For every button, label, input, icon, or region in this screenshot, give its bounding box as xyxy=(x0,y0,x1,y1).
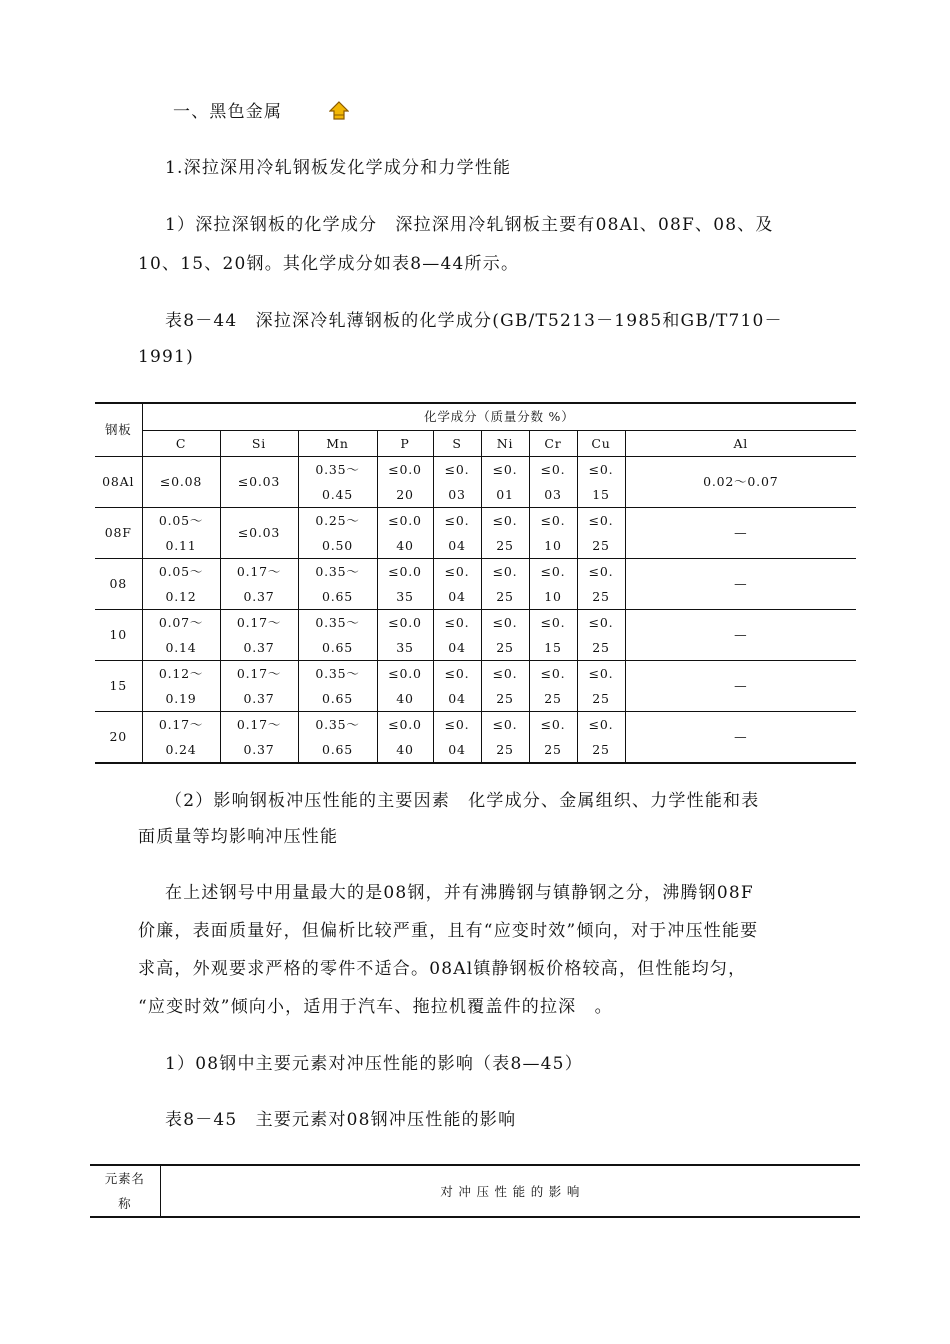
paragraph-3-line-2: 价廉，表面质量好，但偏析比较严重，且有“应变时效”倾向，对于冲压性能要 xyxy=(138,921,759,941)
table1-value-cell xyxy=(481,456,529,507)
table1-value-text: 0.35～ xyxy=(315,614,360,630)
table1-value-text: 0.07～ xyxy=(158,614,204,630)
table1-value-text: 40 xyxy=(396,537,414,553)
table1-value-cell xyxy=(142,558,220,609)
table1-value-text: 20 xyxy=(396,486,414,502)
table1-value-cell xyxy=(529,456,577,507)
table1-value-cell xyxy=(433,660,481,711)
heading-black-metals: 一、黑色金属 xyxy=(173,102,283,122)
table1-value-cell xyxy=(433,507,481,558)
table1-row xyxy=(95,609,856,660)
table1-col-header: P xyxy=(377,430,433,456)
table1-value-text: 0.17～ xyxy=(158,716,204,732)
table1-value-text: 0.65 xyxy=(321,741,354,757)
table1-value-text: 0.17～ xyxy=(236,716,282,732)
table1-value-text: — xyxy=(734,627,748,642)
table1-value-text: 0.37 xyxy=(243,741,275,757)
table1-row xyxy=(95,558,856,609)
table1-value-text: — xyxy=(734,525,748,540)
paragraph-1-line-2: 10、15、20钢。其化学成分如表8—44所示。 xyxy=(138,254,520,274)
table1-value-text: 0.19 xyxy=(165,690,197,706)
table1-col-header: S xyxy=(433,430,481,456)
table1-value-text: ≤0. xyxy=(540,614,566,630)
table1-value-text: 25 xyxy=(544,741,562,757)
table1-value-text: — xyxy=(734,576,748,591)
table1-value-text: 03 xyxy=(448,486,466,502)
paragraph-1-line-1: 1）深拉深钢板的化学成分 深拉深用冷轧钢板主要有08Al、08F、08、及 xyxy=(165,215,774,235)
table1-value-text: ≤0. xyxy=(492,563,518,579)
table1-value-text: ≤0. xyxy=(588,716,614,732)
table1-value-text: 0.17～ xyxy=(236,563,282,579)
table1-value-text: ≤0. xyxy=(444,512,470,528)
table1-value-text: 04 xyxy=(448,639,466,655)
table1-value-cell xyxy=(220,507,298,558)
table1-value-cell xyxy=(220,558,298,609)
home-icon[interactable] xyxy=(329,101,349,121)
table1-value-text: ≤0.0 xyxy=(388,461,422,477)
table1-value-cell xyxy=(142,711,220,763)
table1-value-cell xyxy=(298,507,377,558)
table1-value-text: ≤0. xyxy=(540,461,566,477)
table1-value-text: ≤0.0 xyxy=(388,512,422,528)
table1-value-text: 0.25～ xyxy=(315,512,360,528)
table1-value-text: 0.35～ xyxy=(315,665,360,681)
table1-grade-cell: 20 xyxy=(95,711,142,763)
table1-value-text: ≤0.0 xyxy=(388,614,422,630)
table1-value-cell xyxy=(220,660,298,711)
table1-value-text: ≤0. xyxy=(444,665,470,681)
table1-row-header: 钢板 xyxy=(95,403,142,456)
table1-col-header: C xyxy=(142,430,220,456)
table1-value-text: 40 xyxy=(396,690,414,706)
table1-value-text: ≤0.0 xyxy=(388,563,422,579)
table1-value-cell xyxy=(377,609,433,660)
table2-col2-header: 对 冲 压 性 能 的 影 响 xyxy=(160,1165,860,1217)
paragraph-2-line-2: 面质量等均影响冲压性能 xyxy=(138,827,339,847)
table1-value-cell xyxy=(377,558,433,609)
table1-col-header: Cu xyxy=(577,430,625,456)
table1-value-text: — xyxy=(734,678,748,693)
table1-value-cell xyxy=(529,711,577,763)
table1-value-cell xyxy=(142,507,220,558)
table1-value-cell xyxy=(625,609,856,660)
table1-value-text: ≤0. xyxy=(588,563,614,579)
table1-value-cell xyxy=(625,711,856,763)
table1-value-text: 04 xyxy=(448,690,466,706)
table1-value-text: ≤0. xyxy=(540,512,566,528)
table1-grade-cell: 08F xyxy=(95,507,142,558)
table1-value-text: ≤0. xyxy=(588,512,614,528)
table1-value-cell xyxy=(481,558,529,609)
table1-value-cell xyxy=(433,558,481,609)
table1-value-text: 0.37 xyxy=(243,588,275,604)
table1-value-cell xyxy=(625,456,856,507)
table1-value-text: 25 xyxy=(592,588,610,604)
table1-value-text: 0.05～ xyxy=(158,512,204,528)
table1-col-header: Si xyxy=(220,430,298,456)
table1-value-cell xyxy=(220,711,298,763)
table1-value-text: ≤0. xyxy=(492,716,518,732)
table1-value-text: ≤0. xyxy=(540,716,566,732)
table1-value-text: ≤0. xyxy=(444,461,470,477)
table1-value-text: ≤0.08 xyxy=(159,474,203,489)
table1-grade-cell: 08 xyxy=(95,558,142,609)
table1-value-cell xyxy=(298,660,377,711)
table1-value-text: 25 xyxy=(592,741,610,757)
table1-value-cell xyxy=(377,660,433,711)
table1-col-header: Al xyxy=(625,430,856,456)
table1-value-text: 15 xyxy=(592,486,610,502)
table1-value-cell xyxy=(220,609,298,660)
table1-value-text: ≤0.0 xyxy=(388,716,422,732)
table1-value-cell xyxy=(625,507,856,558)
table1-caption-line-2: 1991) xyxy=(138,347,194,367)
table1-value-text: ≤0.03 xyxy=(237,474,281,489)
table1-value-text: ≤0.03 xyxy=(237,525,281,540)
table1-value-text: 0.50 xyxy=(321,537,354,553)
table1-value-cell xyxy=(377,456,433,507)
table1-value-cell xyxy=(298,609,377,660)
paragraph-3-line-1: 在上述钢号中用量最大的是08钢，并有沸腾钢与镇静钢之分，沸腾钢08F xyxy=(165,883,754,903)
table1-value-cell xyxy=(625,558,856,609)
paragraph-4: 1）08钢中主要元素对冲压性能的影响（表8—45） xyxy=(165,1054,583,1074)
table1-value-text: 0.24 xyxy=(165,741,197,757)
paragraph-2-line-1: （2）影响钢板冲压性能的主要因素 化学成分、金属组织、力学性能和表 xyxy=(165,791,760,811)
table1-value-text: 0.17～ xyxy=(236,614,282,630)
table1-col-header: Ni xyxy=(481,430,529,456)
table1-value-cell xyxy=(529,507,577,558)
table1-value-text: ≤0. xyxy=(588,614,614,630)
table2-col1-header-line-1: 元素名 xyxy=(104,1171,145,1186)
table1-col-header: Mn xyxy=(298,430,377,456)
table1-value-text: 04 xyxy=(448,588,466,604)
table1-value-cell xyxy=(577,507,625,558)
table1-value-cell xyxy=(220,456,298,507)
table1-value-text: — xyxy=(734,729,748,744)
table1-value-text: 0.35～ xyxy=(315,563,360,579)
table1-value-cell xyxy=(142,609,220,660)
table1-value-cell xyxy=(577,609,625,660)
table1-value-text: 10 xyxy=(544,537,562,553)
table1-value-text: 0.02～0.07 xyxy=(703,474,779,489)
table2-col1-header-line-2: 称 xyxy=(118,1196,132,1211)
table1-value-text: 25 xyxy=(544,690,562,706)
table1-value-cell xyxy=(433,711,481,763)
table1-value-text: ≤0. xyxy=(492,665,518,681)
table1-grade-cell: 10 xyxy=(95,609,142,660)
table1-value-text: 0.35～ xyxy=(315,461,360,477)
table1-value-text: 25 xyxy=(496,741,514,757)
table1-value-cell xyxy=(529,660,577,711)
table1-value-cell xyxy=(481,609,529,660)
table1-caption-line-1: 表8－44 深拉深冷轧薄钢板的化学成分(GB/T5213－1985和GB/T710－ xyxy=(165,311,783,331)
table1-value-text: 25 xyxy=(592,639,610,655)
table1-value-text: 0.11 xyxy=(165,537,197,553)
chemical-composition-table xyxy=(95,402,856,764)
table1-value-text: ≤0. xyxy=(588,665,614,681)
table1-value-text: 25 xyxy=(592,690,610,706)
table1-value-text: 0.65 xyxy=(321,639,354,655)
table1-value-text: 10 xyxy=(544,588,562,604)
table1-value-text: 03 xyxy=(544,486,562,502)
paragraph-3-line-4: “应变时效”倾向小，适用于汽车、拖拉机覆盖件的拉深 。 xyxy=(138,997,613,1017)
table1-value-cell xyxy=(577,456,625,507)
table1-value-text: 40 xyxy=(396,741,414,757)
table1-value-text: 15 xyxy=(544,639,562,655)
table1-row xyxy=(95,660,856,711)
table1-grade-cell: 15 xyxy=(95,660,142,711)
table1-value-text: ≤0.0 xyxy=(388,665,422,681)
table1-value-cell xyxy=(433,456,481,507)
element-effects-table xyxy=(90,1164,860,1218)
table1-value-text: 0.05～ xyxy=(158,563,204,579)
table1-value-text: 25 xyxy=(592,537,610,553)
table1-value-cell xyxy=(481,507,529,558)
table1-value-text: 0.65 xyxy=(321,588,354,604)
table1-value-cell xyxy=(298,711,377,763)
table1-value-text: ≤0. xyxy=(492,614,518,630)
table1-value-cell xyxy=(142,456,220,507)
table1-value-cell xyxy=(298,558,377,609)
table1-value-cell xyxy=(625,660,856,711)
table1-value-text: 0.12 xyxy=(165,588,197,604)
table1-value-text: 0.37 xyxy=(243,639,275,655)
table1-row xyxy=(95,456,856,507)
table1-value-cell xyxy=(577,711,625,763)
table1-value-cell xyxy=(577,660,625,711)
table1-value-text: 0.45 xyxy=(321,486,354,502)
table1-value-text: 35 xyxy=(396,639,414,655)
table1-value-text: 0.35～ xyxy=(315,716,360,732)
table1-value-text: 0.12～ xyxy=(158,665,204,681)
table1-value-cell xyxy=(481,711,529,763)
table1-value-text: 04 xyxy=(448,537,466,553)
table1-value-text: 25 xyxy=(496,588,514,604)
paragraph-3-line-3: 求高，外观要求严格的零件不适合。08Al镇静钢板价格较高，但性能均匀， xyxy=(138,959,747,979)
table1-group-header: 化学成分（质量分数 %） xyxy=(142,403,856,430)
table1-value-text: ≤0. xyxy=(588,461,614,477)
table1-value-text: ≤0. xyxy=(540,665,566,681)
table2-col1-header xyxy=(90,1165,160,1217)
table1-value-cell xyxy=(481,660,529,711)
table1-value-cell xyxy=(142,660,220,711)
table1-value-text: 0.37 xyxy=(243,690,275,706)
table1-value-text: 35 xyxy=(396,588,414,604)
table1-value-cell xyxy=(577,558,625,609)
table1-value-text: ≤0. xyxy=(540,563,566,579)
table1-col-header: Cr xyxy=(529,430,577,456)
table1-value-text: 0.17～ xyxy=(236,665,282,681)
table1-value-cell xyxy=(377,711,433,763)
table1-value-cell xyxy=(377,507,433,558)
table1-value-text: ≤0. xyxy=(492,512,518,528)
table1-value-text: ≤0. xyxy=(444,563,470,579)
table1-value-text: 0.65 xyxy=(321,690,354,706)
table1-value-text: ≤0. xyxy=(444,614,470,630)
table1-grade-cell: 08Al xyxy=(95,456,142,507)
table1-value-cell xyxy=(529,558,577,609)
table1-value-cell xyxy=(529,609,577,660)
table1-row xyxy=(95,711,856,763)
table1-value-text: 01 xyxy=(496,486,514,502)
table1-value-cell xyxy=(433,609,481,660)
table1-row xyxy=(95,507,856,558)
table1-value-text: 25 xyxy=(496,639,514,655)
section-title: 1.深拉深用冷轧钢板发化学成分和力学性能 xyxy=(165,158,512,178)
table1-value-text: ≤0. xyxy=(492,461,518,477)
table1-value-text: ≤0. xyxy=(444,716,470,732)
table2-caption: 表8－45 主要元素对08钢冲压性能的影响 xyxy=(165,1110,517,1130)
table1-value-text: 25 xyxy=(496,690,514,706)
table1-value-cell xyxy=(298,456,377,507)
table1-value-text: 04 xyxy=(448,741,466,757)
table1-value-text: 25 xyxy=(496,537,514,553)
table1-value-text: 0.14 xyxy=(165,639,197,655)
